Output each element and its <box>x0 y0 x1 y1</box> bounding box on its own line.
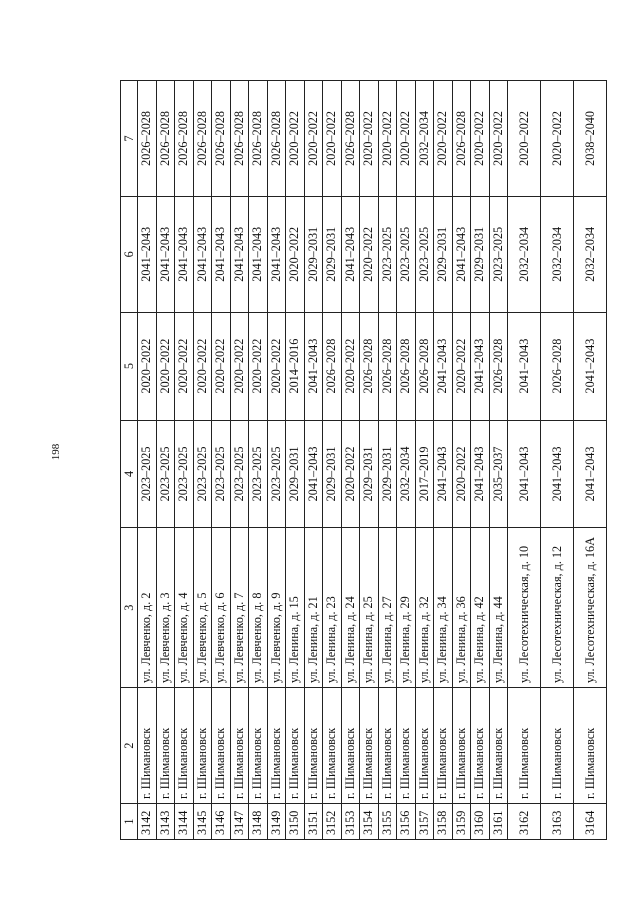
cell-term-col4: 2032–2034 <box>397 420 416 528</box>
cell-address: ул. Левченко, д. 7 <box>230 528 249 688</box>
cell-term-col4: 2041–2043 <box>508 420 541 528</box>
cell-row-number: 3143 <box>156 804 175 840</box>
cell-term-col6: 2041–2043 <box>175 196 194 312</box>
rotated-table-container <box>120 80 597 840</box>
cell-term-col6: 2032–2034 <box>508 196 541 312</box>
cell-term-col4: 2023–2025 <box>212 420 231 528</box>
cell-term-col6: 2041–2043 <box>230 196 249 312</box>
cell-city: г. Шимановск <box>397 688 416 804</box>
cell-city: г. Шимановск <box>175 688 194 804</box>
cell-address: ул. Левченко, д. 5 <box>193 528 212 688</box>
cell-term-col5: 2026–2028 <box>323 312 342 420</box>
cell-term-col6: 2032–2034 <box>574 196 607 312</box>
cell-term-col7: 2026–2028 <box>249 81 268 197</box>
cell-row-number: 3155 <box>378 804 397 840</box>
cell-city: г. Шимановск <box>415 688 434 804</box>
cell-row-number: 3164 <box>574 804 607 840</box>
cell-term-col5: 2020–2022 <box>452 312 471 420</box>
cell-term-col7: 2026–2028 <box>230 81 249 197</box>
cell-address: ул. Ленина, д. 15 <box>286 528 305 688</box>
cell-row-number: 3145 <box>193 804 212 840</box>
cell-term-col4: 2020–2022 <box>341 420 360 528</box>
header-cell: 5 <box>121 312 138 420</box>
cell-row-number: 3147 <box>230 804 249 840</box>
cell-term-col4: 2041–2043 <box>541 420 574 528</box>
cell-row-number: 3142 <box>138 804 157 840</box>
cell-term-col5: 2026–2028 <box>489 312 508 420</box>
cell-term-col5: 2026–2028 <box>541 312 574 420</box>
cell-term-col7: 2020–2022 <box>434 81 453 197</box>
page-number: 198 <box>50 443 62 461</box>
schedule-table <box>120 80 607 840</box>
header-cell: 4 <box>121 420 138 528</box>
cell-term-col6: 2032–2034 <box>541 196 574 312</box>
cell-address: ул. Лесотехническая, д. 12 <box>541 528 574 688</box>
cell-term-col5: 2020–2022 <box>193 312 212 420</box>
header-row <box>121 81 138 840</box>
cell-term-col6: 2041–2043 <box>138 196 157 312</box>
cell-term-col7: 2020–2022 <box>541 81 574 197</box>
table-row <box>230 81 249 840</box>
cell-term-col4: 2017–2019 <box>415 420 434 528</box>
cell-term-col6: 2041–2043 <box>452 196 471 312</box>
header-cell: 6 <box>121 196 138 312</box>
header-cell: 1 <box>121 804 138 840</box>
table-row <box>193 81 212 840</box>
cell-term-col4: 2029–2031 <box>378 420 397 528</box>
cell-address: ул. Ленина, д. 32 <box>415 528 434 688</box>
cell-term-col4: 2029–2031 <box>323 420 342 528</box>
cell-city: г. Шимановск <box>574 688 607 804</box>
cell-term-col6: 2041–2043 <box>212 196 231 312</box>
cell-city: г. Шимановск <box>378 688 397 804</box>
cell-address: ул. Левченко, д. 3 <box>156 528 175 688</box>
cell-term-col6: 2041–2043 <box>249 196 268 312</box>
cell-city: г. Шимановск <box>156 688 175 804</box>
table-row <box>541 81 574 840</box>
table-row <box>212 81 231 840</box>
cell-row-number: 3158 <box>434 804 453 840</box>
cell-address: ул. Левченко, д. 9 <box>267 528 286 688</box>
cell-term-col4: 2041–2043 <box>471 420 490 528</box>
table-row <box>156 81 175 840</box>
cell-row-number: 3159 <box>452 804 471 840</box>
cell-term-col7: 2020–2022 <box>489 81 508 197</box>
cell-term-col5: 2026–2028 <box>360 312 379 420</box>
table-row <box>508 81 541 840</box>
cell-term-col7: 2020–2022 <box>360 81 379 197</box>
cell-address: ул. Ленина, д. 34 <box>434 528 453 688</box>
table-row <box>471 81 490 840</box>
cell-city: г. Шимановск <box>323 688 342 804</box>
cell-row-number: 3148 <box>249 804 268 840</box>
cell-row-number: 3152 <box>323 804 342 840</box>
cell-address: ул. Ленина, д. 24 <box>341 528 360 688</box>
cell-city: г. Шимановск <box>212 688 231 804</box>
table-row <box>574 81 607 840</box>
header-cell: 2 <box>121 688 138 804</box>
cell-row-number: 3144 <box>175 804 194 840</box>
cell-term-col5: 2026–2028 <box>397 312 416 420</box>
cell-term-col6: 2020–2022 <box>360 196 379 312</box>
cell-term-col7: 2026–2028 <box>212 81 231 197</box>
cell-city: г. Шимановск <box>193 688 212 804</box>
cell-term-col4: 2023–2025 <box>267 420 286 528</box>
table-row <box>341 81 360 840</box>
cell-term-col7: 2020–2022 <box>323 81 342 197</box>
cell-term-col4: 2041–2043 <box>304 420 323 528</box>
cell-address: ул. Ленина, д. 29 <box>397 528 416 688</box>
cell-term-col5: 2026–2028 <box>415 312 434 420</box>
table-row <box>434 81 453 840</box>
cell-address: ул. Ленина, д. 42 <box>471 528 490 688</box>
cell-term-col4: 2023–2025 <box>230 420 249 528</box>
cell-term-col5: 2020–2022 <box>249 312 268 420</box>
cell-term-col5: 2020–2022 <box>230 312 249 420</box>
cell-term-col7: 2026–2028 <box>156 81 175 197</box>
table-body <box>138 81 607 840</box>
cell-city: г. Шимановск <box>434 688 453 804</box>
cell-term-col5: 2041–2043 <box>471 312 490 420</box>
cell-term-col6: 2023–2025 <box>378 196 397 312</box>
cell-term-col5: 2020–2022 <box>138 312 157 420</box>
cell-row-number: 3157 <box>415 804 434 840</box>
header-cell: 7 <box>121 81 138 197</box>
cell-address: ул. Левченко, д. 2 <box>138 528 157 688</box>
cell-city: г. Шимановск <box>341 688 360 804</box>
cell-term-col4: 2023–2025 <box>138 420 157 528</box>
header-cell: 3 <box>121 528 138 688</box>
cell-term-col5: 2041–2043 <box>508 312 541 420</box>
table-row <box>415 81 434 840</box>
table-row <box>323 81 342 840</box>
cell-term-col6: 2020–2022 <box>286 196 305 312</box>
table-row <box>452 81 471 840</box>
cell-term-col5: 2041–2043 <box>304 312 323 420</box>
cell-term-col4: 2023–2025 <box>193 420 212 528</box>
cell-term-col7: 2032–2034 <box>415 81 434 197</box>
cell-address: ул. Лесотехническая, д. 16А <box>574 528 607 688</box>
cell-city: г. Шимановск <box>138 688 157 804</box>
cell-row-number: 3161 <box>489 804 508 840</box>
cell-row-number: 3150 <box>286 804 305 840</box>
cell-city: г. Шимановск <box>541 688 574 804</box>
table-row <box>304 81 323 840</box>
cell-term-col5: 2041–2043 <box>434 312 453 420</box>
cell-row-number: 3151 <box>304 804 323 840</box>
cell-address: ул. Левченко, д. 6 <box>212 528 231 688</box>
cell-city: г. Шимановск <box>267 688 286 804</box>
cell-address: ул. Ленина, д. 44 <box>489 528 508 688</box>
cell-row-number: 3154 <box>360 804 379 840</box>
cell-term-col6: 2041–2043 <box>267 196 286 312</box>
cell-term-col7: 2026–2028 <box>452 81 471 197</box>
cell-term-col7: 2020–2022 <box>286 81 305 197</box>
table-row <box>267 81 286 840</box>
cell-row-number: 3149 <box>267 804 286 840</box>
cell-city: г. Шимановск <box>360 688 379 804</box>
cell-term-col7: 2020–2022 <box>378 81 397 197</box>
cell-term-col5: 2014–2016 <box>286 312 305 420</box>
cell-term-col6: 2041–2043 <box>341 196 360 312</box>
table-row <box>286 81 305 840</box>
cell-address: ул. Ленина, д. 25 <box>360 528 379 688</box>
table-row <box>397 81 416 840</box>
cell-term-col6: 2041–2043 <box>156 196 175 312</box>
cell-term-col5: 2020–2022 <box>341 312 360 420</box>
cell-term-col7: 2020–2022 <box>508 81 541 197</box>
cell-row-number: 3153 <box>341 804 360 840</box>
cell-address: ул. Ленина, д. 21 <box>304 528 323 688</box>
cell-term-col7: 2026–2028 <box>267 81 286 197</box>
cell-term-col7: 2020–2022 <box>471 81 490 197</box>
cell-term-col4: 2035–2037 <box>489 420 508 528</box>
cell-term-col5: 2020–2022 <box>175 312 194 420</box>
cell-term-col5: 2020–2022 <box>156 312 175 420</box>
cell-city: г. Шимановск <box>230 688 249 804</box>
cell-term-col4: 2020–2022 <box>452 420 471 528</box>
table-row <box>138 81 157 840</box>
cell-row-number: 3146 <box>212 804 231 840</box>
cell-term-col7: 2020–2022 <box>397 81 416 197</box>
cell-city: г. Шимановск <box>489 688 508 804</box>
cell-term-col7: 2026–2028 <box>193 81 212 197</box>
cell-address: ул. Ленина, д. 27 <box>378 528 397 688</box>
cell-row-number: 3162 <box>508 804 541 840</box>
table-row <box>489 81 508 840</box>
cell-term-col5: 2020–2022 <box>267 312 286 420</box>
cell-term-col5: 2041–2043 <box>574 312 607 420</box>
cell-city: г. Шимановск <box>471 688 490 804</box>
cell-term-col6: 2041–2043 <box>193 196 212 312</box>
table-row <box>249 81 268 840</box>
table-row <box>175 81 194 840</box>
cell-term-col7: 2026–2028 <box>175 81 194 197</box>
cell-city: г. Шимановск <box>304 688 323 804</box>
table-row <box>378 81 397 840</box>
table-row <box>360 81 379 840</box>
cell-term-col4: 2029–2031 <box>286 420 305 528</box>
cell-term-col6: 2023–2025 <box>397 196 416 312</box>
cell-term-col7: 2026–2028 <box>341 81 360 197</box>
cell-term-col6: 2029–2031 <box>434 196 453 312</box>
cell-term-col6: 2029–2031 <box>471 196 490 312</box>
cell-term-col7: 2038–2040 <box>574 81 607 197</box>
cell-term-col6: 2023–2025 <box>415 196 434 312</box>
cell-address: ул. Лесотехническая, д. 10 <box>508 528 541 688</box>
cell-address: ул. Ленина, д. 36 <box>452 528 471 688</box>
cell-term-col6: 2029–2031 <box>323 196 342 312</box>
cell-term-col4: 2023–2025 <box>249 420 268 528</box>
cell-city: г. Шимановск <box>508 688 541 804</box>
cell-term-col4: 2041–2043 <box>574 420 607 528</box>
cell-term-col6: 2023–2025 <box>489 196 508 312</box>
cell-term-col7: 2020–2022 <box>304 81 323 197</box>
cell-term-col5: 2020–2022 <box>212 312 231 420</box>
cell-row-number: 3160 <box>471 804 490 840</box>
cell-term-col7: 2026–2028 <box>138 81 157 197</box>
cell-address: ул. Левченко, д. 4 <box>175 528 194 688</box>
cell-term-col6: 2029–2031 <box>304 196 323 312</box>
cell-row-number: 3156 <box>397 804 416 840</box>
cell-term-col4: 2023–2025 <box>175 420 194 528</box>
cell-term-col4: 2023–2025 <box>156 420 175 528</box>
cell-row-number: 3163 <box>541 804 574 840</box>
cell-city: г. Шимановск <box>249 688 268 804</box>
cell-term-col4: 2041–2043 <box>434 420 453 528</box>
cell-term-col4: 2029–2031 <box>360 420 379 528</box>
cell-city: г. Шимановск <box>286 688 305 804</box>
cell-term-col5: 2026–2028 <box>378 312 397 420</box>
cell-address: ул. Левченко, д. 8 <box>249 528 268 688</box>
cell-address: ул. Ленина, д. 23 <box>323 528 342 688</box>
cell-city: г. Шимановск <box>452 688 471 804</box>
